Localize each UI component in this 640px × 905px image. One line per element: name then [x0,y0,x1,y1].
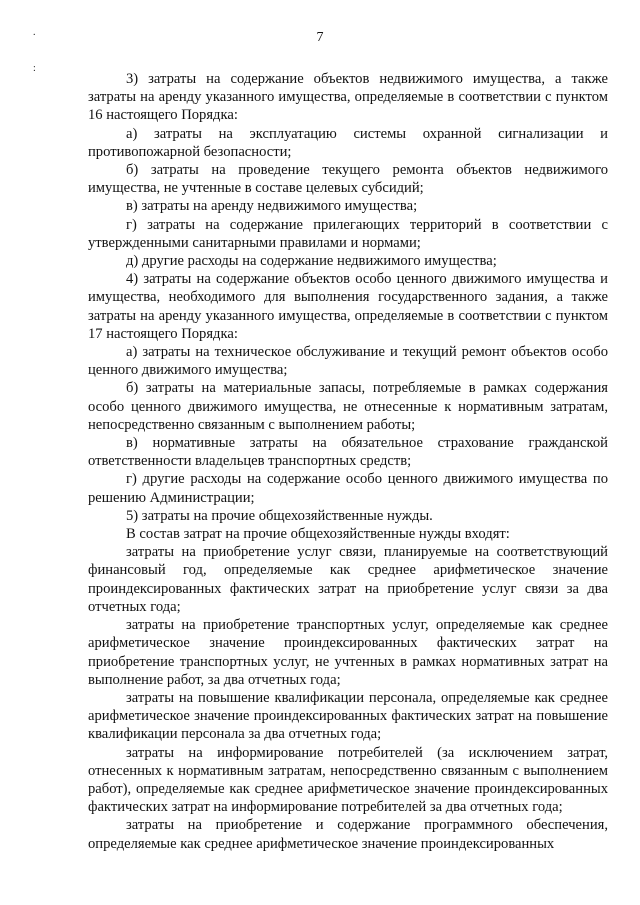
scan-mark-dot: . [33,27,36,38]
paragraph: в) затраты на аренду недвижимого имущества; [126,198,418,215]
paragraph: б) затраты на проведение текущего ремонта объектов недвижимого имущества, не учтенные в составе целевых субсидий; [88,162,608,197]
paragraph: затраты на повышение квалификации персонала, определяемые как среднее арифметическое значение проиндексированных фактических затрат на повышение квалификации персонала за два отчетных года; [88,689,608,743]
paragraph: г) затраты на содержание прилегающих территорий в соответствии с утвержденными санитарными правилами и нормами; [88,216,608,251]
paragraph: в) нормативные затраты на обязательное страхование гражданской ответственности владельцев транспортных средств; [88,435,608,470]
paragraph: затраты на приобретение транспортных услуг, определяемые как среднее арифметическое значение проиндексированных фактических затрат на приобретение транспортных услуг, не учтенных в рамках нормативных затрат на выполнение работ, за два отчетных года; [88,617,608,688]
paragraph: а) затраты на техническое обслуживание и текущий ремонт объектов особо ценного движимого имущества; [88,344,608,379]
paragraph: 3) затраты на содержание объектов недвижимого имущества, а также затраты на аренду указанного имущества, определяемые в соответствии с пунктом 16 настоящего Порядка: [88,71,608,124]
paragraph: 4) затраты на содержание объектов особо ценного движимого имущества и имущества, необходимого для выполнения государственного задания, а также затраты на аренду указанного имущества, определяемые в соответствии с пунктом 17 настоящего Порядка: [88,271,608,342]
paragraph: б) затраты на материальные запасы, потребляемые в рамках содержания особо ценного движимого имущества, не отнесенные к нормативным затратам, непосредственно связанным с выполнением работы; [88,380,608,433]
paragraph: д) другие расходы на содержание недвижимого имущества; [126,253,497,270]
paragraph: а) затраты на эксплуатацию системы охранной сигнализации и противопожарной безопасности; [88,125,608,160]
paragraph: 5) затраты на прочие общехозяйственные нужды. [126,507,433,524]
paragraph: В состав затрат на прочие общехозяйственные нужды входят: [126,526,510,543]
page-number: 7 [316,30,324,45]
paragraph: затраты на приобретение и содержание программного обеспечения, определяемые как среднее арифметическое значение проиндексированных [88,817,608,852]
paragraph: затраты на приобретение услуг связи, планируемые на соответствующий финансовый год, определяемые как среднее арифметическое значение проиндексированных фактических затрат на приобретение услуг связи за два отчетных года; [88,544,608,615]
paragraph: затраты на информирование потребителей (за исключением затрат, отнесенных к нормативным затратам, непосредственно связанным с выполнением работ), определяемые как среднее арифметическое значение проиндексированных фактических затрат на информирование потребителей за два отчетных года; [88,744,608,816]
paragraph: г) другие расходы на содержание особо ценного движимого имущества по решению Администрации; [88,471,608,506]
scan-mark-colon: : [33,63,36,74]
document-body [88,70,608,853]
